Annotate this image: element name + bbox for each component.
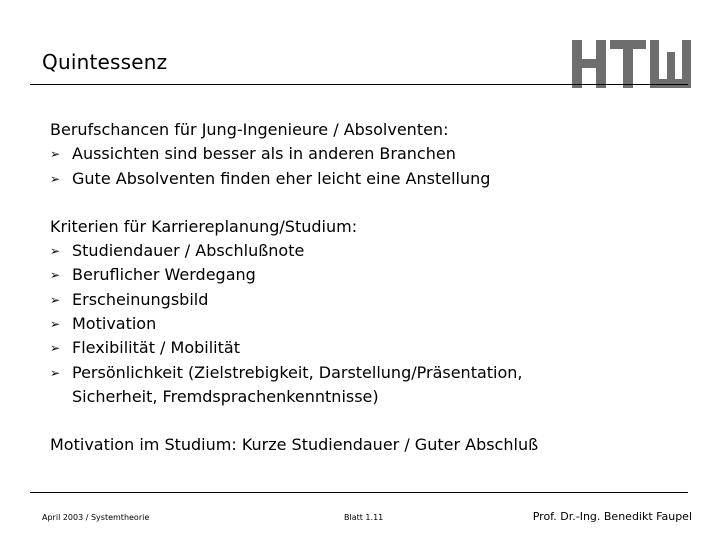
footer-divider [30, 492, 688, 493]
section-heading: Motivation im Studium: Kurze Studiendauer / Guter Abschluß [50, 435, 539, 455]
arrowhead-bullet-icon: ➢ [50, 317, 61, 332]
arrowhead-bullet-icon: ➢ [50, 365, 61, 380]
list-item [50, 288, 700, 312]
arrowhead-bullet-icon: ➢ [50, 147, 61, 162]
list-item [50, 142, 700, 166]
list-item [50, 263, 700, 287]
section-heading: Kriterien für Karriereplanung/Studium: [50, 216, 358, 236]
list-item-text: Motivation [72, 314, 157, 334]
list-item [50, 312, 700, 336]
slide-content [50, 118, 700, 458]
arrowhead-bullet-icon: ➢ [50, 268, 61, 283]
list-item-text: Flexibilität / Mobilität [72, 338, 240, 358]
list-item-text: Persönlichkeit (Zielstrebigkeit, Darstellung/Präsentation, Sicherheit, Fremdsprachenkenntnisse) [72, 362, 523, 406]
list-item [50, 167, 700, 191]
arrowhead-bullet-icon: ➢ [50, 244, 61, 259]
section-job-prospects [50, 118, 700, 191]
htw-logo-icon [570, 38, 692, 90]
list-item-text: Studiendauer / Abschlußnote [72, 241, 305, 261]
footer-page-number: Blatt 1.11 [344, 513, 384, 522]
arrowhead-bullet-icon: ➢ [50, 171, 61, 186]
list-item [50, 361, 700, 410]
section-career-criteria [50, 215, 700, 409]
list-item [50, 239, 700, 263]
section-study-motivation [50, 433, 700, 457]
title-divider [30, 84, 688, 85]
arrowhead-bullet-icon: ➢ [50, 341, 61, 356]
list-item-text: Erscheinungsbild [72, 289, 209, 309]
arrowhead-bullet-icon: ➢ [50, 292, 61, 307]
footer-date-course: April 2003 / Systemtheorie [42, 513, 150, 522]
section-heading: Berufschancen für Jung-Ingenieure / Absolventen: [50, 120, 449, 139]
list-item-text: Gute Absolventen finden eher leicht eine Anstellung [72, 168, 491, 188]
list-item-text: Beruflicher Werdegang [72, 265, 256, 285]
page-title: Quintessenz [42, 50, 168, 74]
footer-author: Prof. Dr.-Ing. Benedikt Faupel [532, 510, 692, 523]
list-item [50, 336, 700, 360]
list-item-text: Aussichten sind besser als in anderen Branchen [72, 144, 456, 164]
